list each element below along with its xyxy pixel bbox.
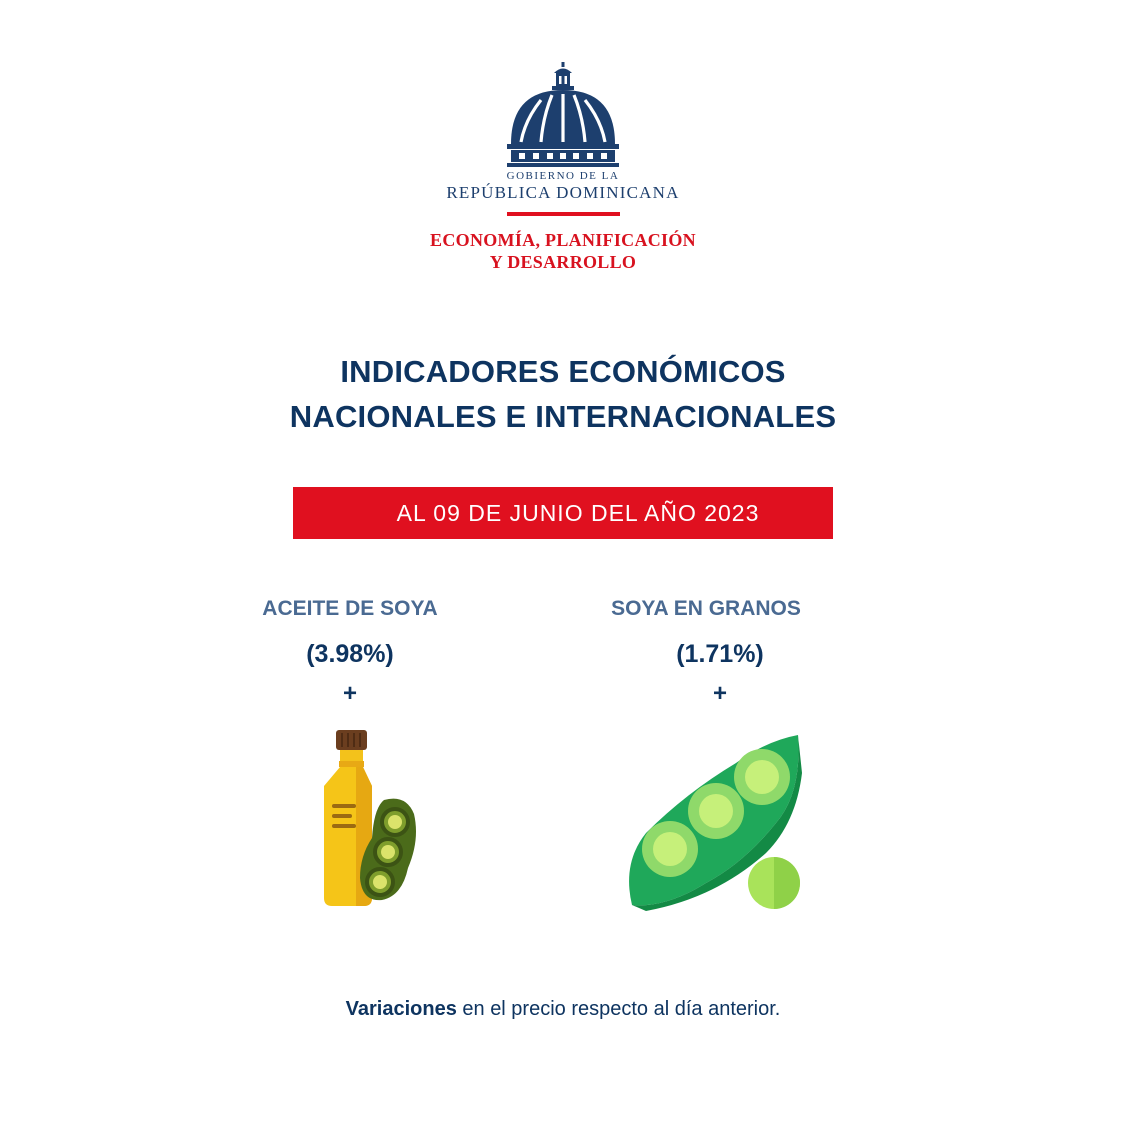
item-value-soya: (1.71%) bbox=[676, 640, 764, 668]
item-label-soya: SOYA EN GRANOS bbox=[611, 597, 801, 620]
footer-note-emphasis: Variaciones bbox=[345, 998, 457, 1020]
page-title-line1: INDICADORES ECONÓMICOS bbox=[340, 354, 786, 389]
item-sign-aceite: + bbox=[342, 680, 357, 707]
item-value-aceite: (3.98%) bbox=[306, 640, 394, 668]
date-banner bbox=[293, 487, 833, 539]
government-label: GOBIERNO DE LA bbox=[506, 170, 620, 182]
ministry-name-line2: Y DESARROLLO bbox=[489, 252, 637, 272]
footer-note-text: en el precio respecto al día anterior. bbox=[456, 998, 781, 1020]
item-label-aceite: ACEITE DE SOYA bbox=[262, 597, 438, 620]
ministry-name-line1: ECONOMÍA, PLANIFICACIÓN bbox=[430, 230, 696, 250]
country-name: REPÚBLICA DOMINICANA bbox=[446, 183, 680, 202]
government-dome-logo-icon bbox=[505, 62, 621, 168]
footer-note bbox=[0, 998, 1126, 1021]
date-text: AL 09 DE JUNIO DEL AÑO 2023 bbox=[396, 499, 760, 526]
item-sign-soya: + bbox=[712, 680, 727, 707]
soy-pod-icon bbox=[626, 733, 802, 911]
divider-rule bbox=[507, 212, 620, 216]
oil-bottle-soy-icon bbox=[320, 728, 420, 910]
page-title-line2: NACIONALES E INTERNACIONALES bbox=[289, 399, 837, 434]
